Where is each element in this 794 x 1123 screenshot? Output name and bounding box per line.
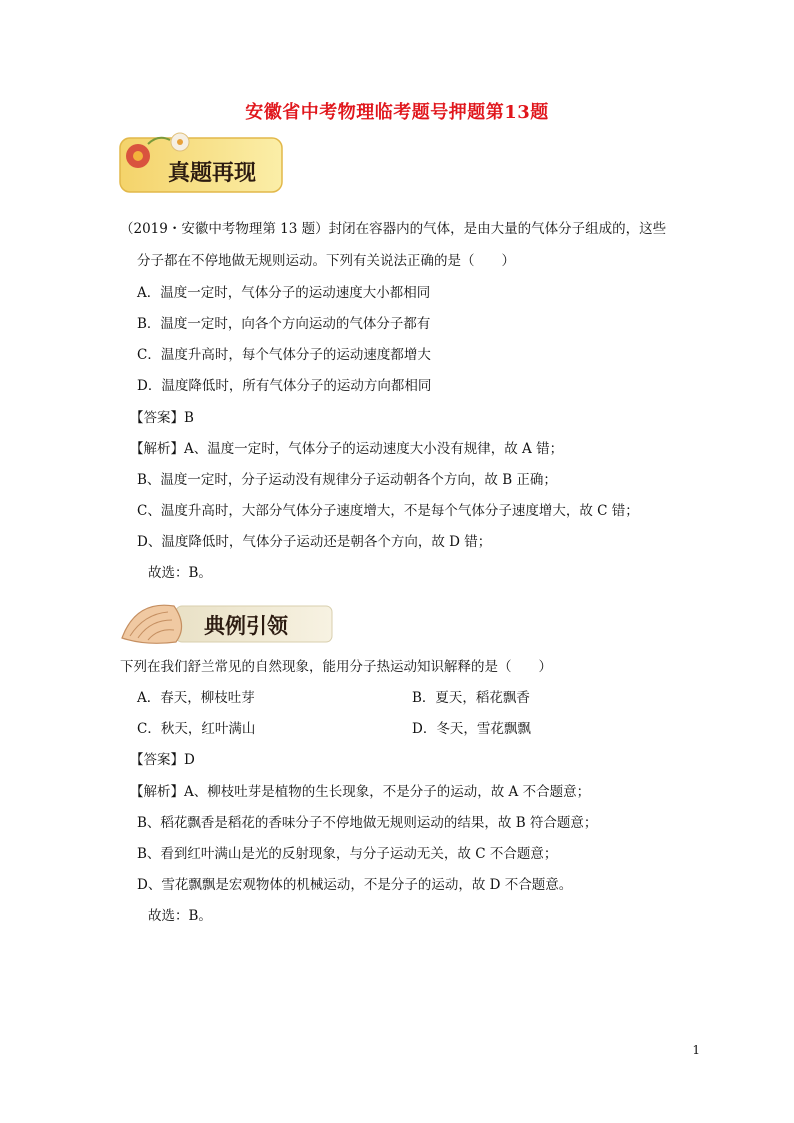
- banner-label: 典例引领: [204, 613, 288, 638]
- q1-option-c: C．温度升高时，每个气体分子的运动速度都增大: [137, 347, 431, 363]
- q2-analysis-line-1: 【解析】A、柳枝吐芽是植物的生长现象，不是分子的运动，故 A 不合题意；: [130, 784, 591, 800]
- q2-option-a: A．春天，柳枝吐芽: [137, 690, 255, 706]
- q2-option-d: D．冬天，雪花飘飘: [412, 721, 531, 737]
- q1-answer: 【答案】B: [130, 410, 194, 426]
- section-banner-example: [116, 596, 336, 648]
- q2-analysis-line-3: B、看到红叶满山是光的反射现象，与分子运动无关，故 C 不合题意；: [137, 846, 558, 862]
- seashell-icon: [122, 605, 182, 643]
- q2-option-c: C．秋天，红叶满山: [137, 721, 256, 737]
- q1-conclusion: 故选：B。: [148, 565, 212, 581]
- question-1-line-1: （2019・安徽中考物理第 13 题）封闭在容器内的气体，是由大量的气体分子组成的，这些: [120, 221, 667, 237]
- q2-answer: 【答案】D: [130, 752, 195, 768]
- q2-conclusion: 故选：B。: [148, 908, 212, 924]
- q1-option-b: B．温度一定时，向各个方向运动的气体分子都有: [137, 316, 431, 332]
- q1-option-d: D．温度降低时，所有气体分子的运动方向都相同: [137, 378, 432, 394]
- q1-option-a: A．温度一定时，气体分子的运动速度大小都相同: [137, 285, 431, 301]
- question-1-line-2: 分子都在不停地做无规则运动。下列有关说法正确的是（ ）: [137, 253, 515, 269]
- q1-analysis-line-3: C、温度升高时，大部分气体分子速度增大，不是每个气体分子速度增大，故 C 错；: [137, 503, 639, 519]
- page-number: 1: [692, 1043, 700, 1057]
- section-banner-real-questions: [118, 130, 286, 196]
- document-title: 安徽省中考物理临考题号押题第13题: [245, 102, 549, 123]
- q1-analysis-line-4: D、温度降低时，气体分子运动还是朝各个方向，故 D 错；: [137, 534, 492, 550]
- q1-analysis-line-2: B、温度一定时，分子运动没有规律分子运动朝各个方向，故 B 正确；: [137, 472, 557, 488]
- q2-analysis-line-4: D、雪花飘飘是宏观物体的机械运动，不是分子的运动，故 D 不合题意。: [137, 877, 573, 893]
- q2-option-b: B．夏天，稻花飘香: [412, 690, 530, 706]
- banner-label: 真题再现: [168, 160, 257, 186]
- q2-analysis-line-2: B、稻花飘香是稻花的香味分子不停地做无规则运动的结果，故 B 符合题意；: [137, 815, 598, 831]
- q1-analysis-line-1: 【解析】A、温度一定时，气体分子的运动速度大小没有规律，故 A 错；: [130, 441, 564, 457]
- question-2: 下列在我们舒兰常见的自然现象，能用分子热运动知识解释的是（ ）: [120, 659, 552, 675]
